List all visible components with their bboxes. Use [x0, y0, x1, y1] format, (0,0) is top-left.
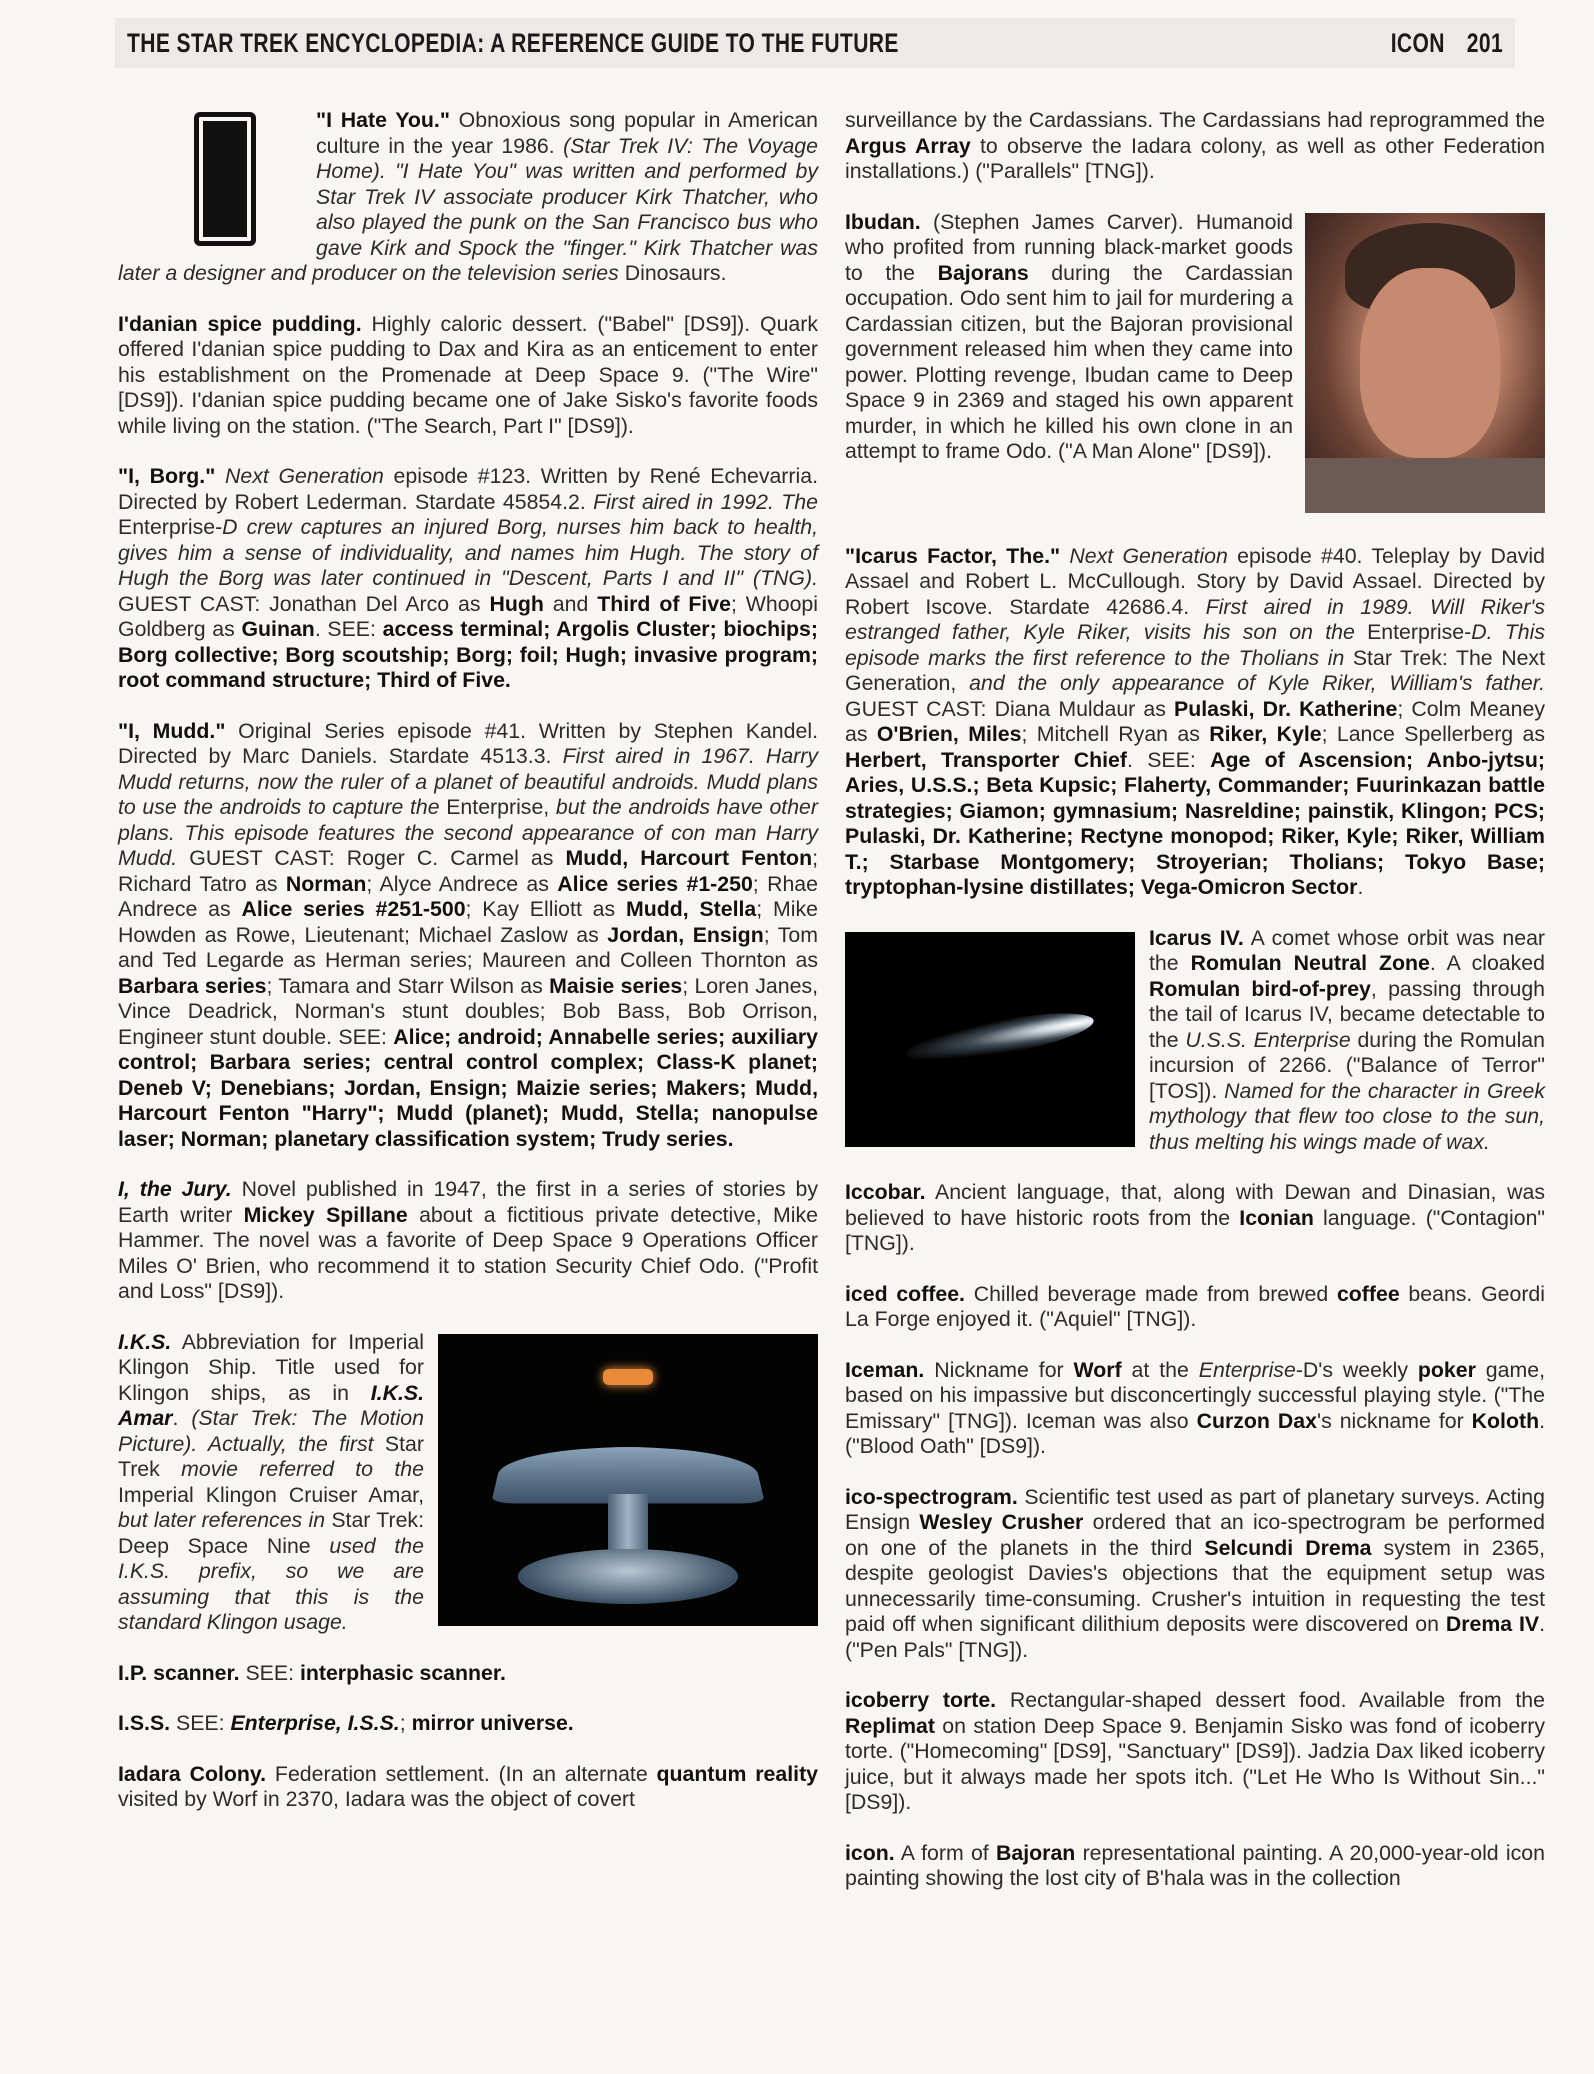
klingon-ship-photo: [438, 1334, 818, 1626]
headword: I.P. scanner.: [118, 1660, 240, 1685]
guide-word: ICON: [1390, 27, 1445, 58]
headword: Iadara Colony.: [118, 1761, 267, 1786]
entry-icarus-factor: "Icarus Factor, The." Next Generation episode #40. Teleplay by David Assael and Robert L. McCullough. Story by David Assael. Directed by Robert Iscove. Stardate 42686.4. First aired in 1989. Will Riker's estranged father, Kyle Riker, visits his son on the Enterprise-D. This episode marks the first reference to the Tholians in Star Trek: The Next Generation, and the only appearance of Kyle Riker, William's father. GUEST CAST: Diana Muldaur as Pulaski, Dr. Katherine; Colm Meaney as O'Brien, Miles; Mitchell Ryan as Riker, Kyle; Lance Spellerberg as Herbert, Transporter Chief. SEE: Age of Ascension; Anbo-jytsu; Aries, U.S.S.; Beta Kupsic; Flaherty, Commander; Fuurinkazan battle strategies; Giamon; gymnasium; Nasreldine; painstik, Klingon; PCS; Pulaski, Dr. Katherine; Rectyne monopod; Riker, Kyle; Riker, William T.; Starbase Montgomery; Stroyerian; Tholians; Tokyo Base; tryptophan-lysine distillates; Vega-Omicron Sector.: [845, 543, 1546, 899]
headword: I.S.S.: [118, 1711, 171, 1735]
entry-iccobar: Iccobar. Ancient language, that, along with Dewan and Dinasian, was believed to have historic roots from the Iconian language. ("Contagion" [TNG]).: [845, 1180, 1545, 1255]
headword: I, the Jury.: [118, 1177, 232, 1201]
headword: iced coffee.: [845, 1281, 965, 1306]
book-title: THE STAR TREK ENCYCLOPEDIA: A REFERENCE GUIDE TO THE FUTURE: [127, 27, 899, 58]
entry-i-mudd: "I, Mudd." Original Series episode #41. Written by Stephen Kandel. Directed by Marc Daniels. Stardate 4513.3. First aired in 1967. Harry Mudd returns, now the ruler of a planet of beautiful androids. Mudd plans to use the androids to capture the Enterprise, but the androids have other plans. This episode features the second appearance of con man Harry Mudd. GUEST CAST: Roger C. Carmel as Mudd, Harcourt Fenton; Richard Tatro as Norman; Alyce Andrece as Alice series #1-250; Rhae Andrece as Alice series #251-500; Kay Elliott as Mudd, Stella; Mike Howden as Rowe, Lieutenant; Michael Zaslow as Jordan, Ensign; Tom and Ted Legarde as Herman series; Maureen and Colleen Thornton as Barbara series; Tamara and Starr Wilson as Maisie series; Loren Janes, Vince Deadrick, Norman's stunt doubles; Bob Bass, Bob Orrison, Engineer stunt double. SEE: Alice; android; Annabelle series; auxiliary control; Barbara series; central control complex; Class-K planet; Deneb V; Denebians; Jordan, Ensign; Maizie series; Makers; Mudd, Harcourt Fenton "Harry"; Mudd (planet); Mudd, Stella; nanopulse laser; Norman; planetary classification system; Trudy series.: [118, 718, 819, 1151]
headword: I'danian spice pudding.: [118, 311, 362, 336]
entry-iks: I.K.S. Abbreviation for Imperial Klingon Ship. Title used for Klingon ships, as in I.K.S. Amar. (Star Trek: The Motion Picture). Actually, the first Star Trek movie referred to the Imperial Klingon Cruiser Amar, but later references in Star Trek: Deep Space Nine used the I.K.S. prefix, so we are assuming that this is the standard Klingon usage.: [118, 1330, 818, 1636]
entry-icarus-iv: Icarus IV. A comet whose orbit was near the Romulan Neutral Zone. A cloaked Romulan bird-of-prey, passing through the tail of Icarus IV, became detectable to the U.S.S. Enterprise during the Romulan incursion of 2266. ("Balance of Terror" [TOS]). Named for the character in Greek mythology that flew too close to the sun, thus melting his wings made of wax.: [845, 926, 1545, 1156]
entry-ip-scanner: I.P. scanner. SEE: interphasic scanner.: [118, 1660, 506, 1685]
entry-iced-coffee: iced coffee. Chilled beverage made from brewed coffee beans. Geordi La Forge enjoyed it. ("Aquiel" [TNG]).: [845, 1281, 1545, 1331]
entry-iadara-colony: Iadara Colony. Federation settlement. (In an alternate quantum reality visited by Worf in 2370, Iadara was the object of covert: [118, 1761, 819, 1811]
headword: ico-spectrogram.: [845, 1484, 1018, 1509]
entry-iadara-continued: surveillance by the Cardassians. The Cardassians had reprogrammed the Argus Array to observe the Iadara colony, as well as other Federation installations.) ("Parallels" [TNG]).: [845, 108, 1545, 183]
header-right: [1391, 28, 1503, 59]
page-number: 201: [1466, 27, 1503, 58]
entry-ibudan: Ibudan. (Stephen James Carver). Humanoid who profited from running black-market goods to the Bajorans during the Cardassian occupation. Odo sent him to jail for murdering a Cardassian citizen, but the Bajoran provisional government released him when they came into power. Plotting revenge, Ibudan came to Deep Space 9 in 2369 and staged his own apparent murder, in which he killed his own clone in an attempt to frame Odo. ("A Man Alone" [DS9]).: [845, 210, 1545, 519]
headword: Ibudan.: [845, 209, 921, 234]
headword: Iccobar.: [845, 1180, 926, 1204]
headword: I.K.S.: [118, 1329, 172, 1354]
entry-iss: I.S.S. SEE: Enterprise, I.S.S.; mirror universe.: [118, 1711, 574, 1735]
headword: "I Hate You.": [316, 108, 450, 132]
left-column: [118, 108, 818, 1838]
entry-iceman: Iceman. Nickname for Worf at the Enterprise-D's weekly poker game, based on his impassive but disconcertingly successful playing style. ("The Emissary" [TNG]). Iceman was also Curzon Dax's nickname for Koloth. ("Blood Oath" [DS9]).: [845, 1357, 1545, 1458]
entry-icon: icon. A form of Bajoran representational painting. A 20,000-year-old icon painting showing the lost city of B'hala was in the collection: [845, 1840, 1545, 1890]
entry-i-borg: "I, Borg." Next Generation episode #123. Written by René Echevarria. Directed by Robert Lederman. Stardate 45854.2. First aired in 1992. The Enterprise-D crew captures an injured Borg, nurses him back to health, gives him a sense of individuality, and names him Hugh. The story of Hugh the Borg was later continued in "Descent, Parts I and II" (TNG). GUEST CAST: Jonathan Del Arco as Hugh and Third of Five; Whoopi Goldberg as Guinan. SEE: access terminal; Argolis Cluster; biochips; Borg collective; Borg scoutship; Borg; foil; Hugh; invasive program; root command structure; Third of Five.: [118, 464, 818, 692]
entry-icoberry-torte: icoberry torte. Rectangular-shaped dessert food. Available from the Replimat on station Deep Space 9. Benjamin Sisko was fond of icoberry torte. ("Homecoming" [DS9], "Sanctuary" [DS9]). Jadzia Dax liked icoberry juice, but it always made her spots itch. ("Let He Who Is Without Sin..." [DS9]).: [845, 1688, 1545, 1814]
drop-cap-letter-i: [194, 112, 256, 246]
headword: "I, Borg.": [118, 464, 216, 488]
headword: icon.: [845, 1840, 895, 1865]
headword: "I, Mudd.": [118, 718, 226, 743]
comet-photo: [845, 932, 1135, 1147]
headword: "Icarus Factor, The.": [845, 543, 1061, 568]
headword: Iceman.: [845, 1357, 925, 1382]
ibudan-portrait-photo: [1305, 213, 1545, 513]
right-column: [845, 108, 1545, 1917]
entry-i-hate-you: "I Hate You." Obnoxious song popular in American culture in the year 1986. (Star Trek IV: The Voyage Home). "I Hate You" was written and performed by Star Trek IV associate producer Kirk Thatcher, who also played the punk on the San Francisco bus who gave Kirk and Spock the "finger." Kirk Thatcher was later a designer and producer on the television series Dinosaurs.: [118, 108, 818, 285]
headword: icoberry torte.: [845, 1688, 997, 1712]
headword: Icarus IV.: [1149, 925, 1244, 950]
entry-idanian-spice-pudding: I'danian spice pudding. Highly caloric dessert. ("Babel" [DS9]). Quark offered I'danian spice pudding to Dax and Kira as an enticement to enter his establishment on the Promenade at Deep Space 9. ("The Wire" [DS9]). I'danian spice pudding became one of Jake Sisko's favorite foods while living on the station. ("The Search, Part I" [DS9]).: [118, 311, 818, 438]
entry-ico-spectrogram: ico-spectrogram. Scientific test used as part of planetary surveys. Acting Ensign Wesley Crusher ordered that an ico-spectrogram be performed on one of the planets in the third Selcundi Drema system in 2365, despite geologist Davies's objections that the equipment setup was unnecessarily time-consuming. Crusher's intuition in requesting the test paid off when significant dilithium deposits were discovered on Drema IV. ("Pen Pals" [TNG]).: [845, 1484, 1545, 1662]
entry-i-the-jury: I, the Jury. Novel published in 1947, the first in a series of stories by Earth writer Mickey Spillane about a fictitious private detective, Mike Hammer. The novel was a favorite of Deep Space 9 Operations Officer Miles O' Brien, who recommend it to station Security Chief Odo. ("Profit and Loss" [DS9]).: [118, 1177, 818, 1303]
running-header: [115, 18, 1515, 68]
